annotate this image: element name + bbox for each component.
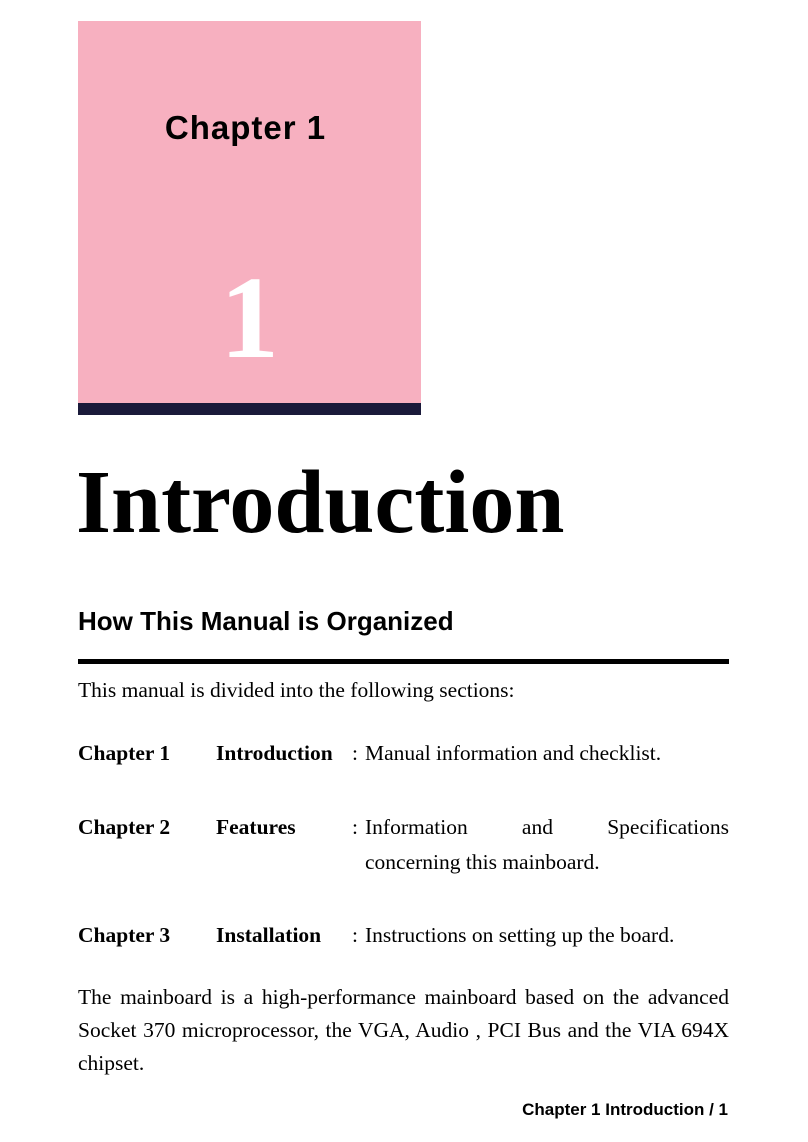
toc-chapter: Chapter 2 (78, 815, 171, 839)
section-divider (78, 659, 729, 664)
body-paragraph: The mainboard is a high-performance mainboard based on the advanced Socket 370 microprocessor, the VGA, Audio , PCI Bus and the VIA 694X chipset. (78, 985, 729, 1075)
toc-name: Introduction (216, 741, 333, 765)
section-heading: How This Manual is Organized (78, 606, 454, 636)
chapter-box (78, 21, 421, 403)
toc-description: Instructions on setting up the board. (365, 923, 675, 947)
toc-colon: : (352, 815, 358, 839)
page-title: Introduction (76, 453, 565, 552)
toc-name: Installation (216, 923, 322, 947)
chapter-label: Chapter 1 (164, 109, 327, 146)
chapter-number: 1 (220, 252, 279, 383)
toc-colon: : (352, 923, 358, 947)
toc-name: Features (216, 815, 296, 839)
chapter-box-bar (78, 403, 421, 415)
toc-description: Manual information and checklist. (365, 741, 662, 765)
section-intro: This manual is divided into the following sections: (78, 678, 515, 702)
page-footer: Chapter 1 Introduction / 1 (522, 1100, 728, 1119)
toc-colon: : (352, 741, 358, 765)
toc-description: Information and Specifications concerning this mainboard. (365, 815, 729, 874)
toc-chapter: Chapter 3 (78, 923, 171, 947)
toc-chapter: Chapter 1 (78, 741, 171, 765)
